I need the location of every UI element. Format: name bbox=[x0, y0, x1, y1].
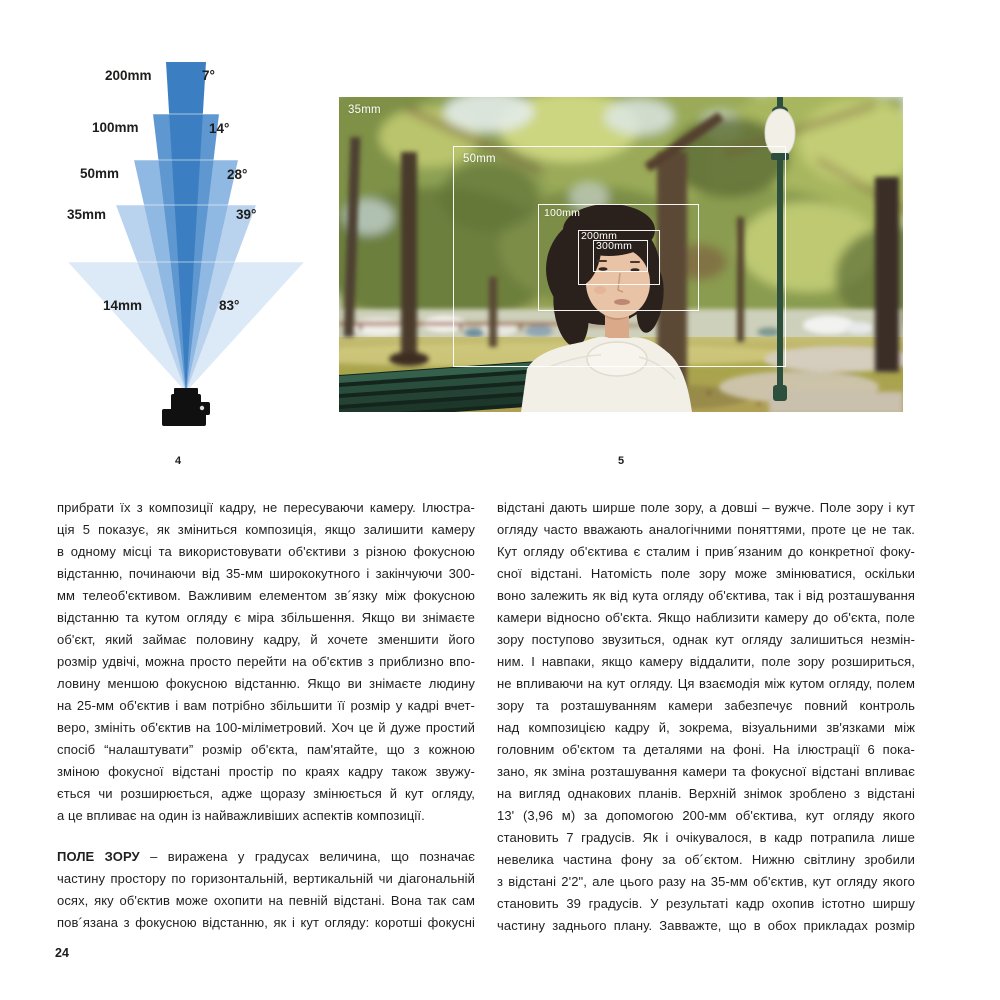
text-line: зору поступово звузиться, однак кут огляду залишиться незмін- bbox=[497, 632, 915, 647]
text-line: огляду часто вважають аналогічними поняттями, проте це не так. bbox=[497, 522, 915, 537]
pole-zoru-rest bbox=[57, 868, 475, 934]
text-line: зору та розташуванням камери забезпечує повний контроль bbox=[497, 698, 915, 713]
angle-label-7deg: 7° bbox=[202, 68, 215, 83]
text-line: головним об'єктом та деталями на фоні. На ілюстрації 6 пока- bbox=[497, 742, 915, 757]
text-line: становить 7 градусів. Як і очікувалося, в кадр потрапила лише bbox=[497, 830, 915, 845]
text-line: відстані дають ширше поле зору, а довші – вужче. Поле зору і кут bbox=[497, 500, 915, 515]
text-line: частину простору по горизонтальній, вертикальній чи діагональній bbox=[57, 871, 475, 886]
text-line: пов´язана з фокусною відстанню, як і кут огляду: коротші фокусні bbox=[57, 915, 475, 930]
frame-label-50mm: 50mm bbox=[463, 153, 496, 165]
text-line: над композицією кадру й, зокрема, візуальними зв'язками між bbox=[497, 720, 915, 735]
focal-label-35mm: 35mm bbox=[67, 207, 107, 222]
angle-label-28deg: 28° bbox=[227, 167, 248, 182]
view-cones bbox=[68, 62, 304, 392]
text-line: зміною фокусної відстані простір по краях кадру також звужу- bbox=[57, 764, 475, 779]
left-text-column bbox=[57, 497, 475, 934]
text-line: ловину меншою фокусною відстанню. Якщо ви знімаєте людину bbox=[57, 676, 475, 691]
angle-label-39deg: 39° bbox=[236, 207, 257, 222]
focal-label-100mm: 100mm bbox=[92, 120, 139, 135]
figure4-caption: 4 bbox=[175, 455, 182, 467]
pole-zoru-definition-start: – виражена у градусах величина, що позначає bbox=[150, 849, 475, 864]
text-line: на вигляд однакових планів. Верхній знімок зроблено з відстані bbox=[497, 786, 915, 801]
page-number: 24 bbox=[55, 946, 69, 960]
text-line: воно залежить як від кута огляду об'єктива, так і від розташування bbox=[497, 588, 915, 603]
focal-label-50mm: 50mm bbox=[80, 166, 120, 181]
figure5-caption: 5 bbox=[618, 455, 625, 467]
text-line: 13' (3,96 м) за допомогою 200-мм об'єктива, кут огляду якого bbox=[497, 808, 915, 823]
pole-zoru-term: ПОЛЕ ЗОРУ bbox=[57, 849, 140, 864]
text-line: відстанню, починаючи від 35-мм ширококутного і закінчуючи 300- bbox=[57, 566, 475, 581]
text-line: в одному місці та використовувати об'єктиви з різною фокусною bbox=[57, 544, 475, 559]
text-line: камери відносно об'єкта. Якщо наблизити камеру до об'єкта, поле bbox=[497, 610, 915, 625]
text-line: веро, змініть об'єктив на 100-міліметровий. Хоч це й дуже простий bbox=[57, 720, 475, 735]
frame-label-200mm: 200mm bbox=[581, 230, 618, 242]
text-line: відстанню та кутом огляду є міра збільшення. Якщо ви знімаєте bbox=[57, 610, 475, 625]
focal-label-14mm: 14mm bbox=[103, 298, 143, 313]
frame-label-300mm: 300mm bbox=[596, 240, 633, 252]
text-line: спосіб “налаштувати” розмір об'єкта, пам'ятайте, що з кожною bbox=[57, 742, 475, 757]
text-line: зано, як зміна розташування камери та фокусної відстані впливає bbox=[497, 764, 915, 779]
paragraph-1 bbox=[57, 497, 475, 827]
text-line: не впливаючи на кут огляду. Ця взаємодія між кутом огляду, полем bbox=[497, 676, 915, 691]
angle-label-14deg: 14° bbox=[209, 121, 230, 136]
text-line: невелика частина фону за об´єктом. Нижню світлину зробили bbox=[497, 852, 915, 867]
text-line: осях, яку об'єктив може охопити на певній відстані. Вона так сам bbox=[57, 893, 475, 908]
text-line: Кут огляду об'єктива є сталим і прив´язаним до конкретної фоку- bbox=[497, 544, 915, 559]
text-line: ція 5 показує, як зміниться композиція, якщо залишити камеру bbox=[57, 522, 475, 537]
right-text-column bbox=[497, 497, 915, 937]
camera-icon bbox=[162, 388, 210, 426]
paragraph-pole-zoru bbox=[57, 846, 475, 934]
text-line: ється чи розширюється, адже щоразу змінюється й кут огляду, bbox=[57, 786, 475, 801]
focal-label-200mm: 200mm bbox=[105, 68, 152, 83]
park-photo bbox=[339, 97, 903, 412]
text-line: становить 39 градусів. У результаті кадр охопив істотно ширшу bbox=[497, 896, 915, 911]
text-line: а це впливає на один із найважливіших аспектів композиції. bbox=[57, 808, 425, 823]
frame-label-100mm: 100mm bbox=[544, 207, 581, 219]
text-line: на 25-мм об'єктив і вам потрібно збільшити її розмір у кадрі вчет- bbox=[57, 698, 475, 713]
text-line: мм телеоб'єктивом. Важливим елементом зв´язку між фокусною bbox=[57, 588, 475, 603]
text-line: частину заднього плану. Завважте, що в обох прикладах розмір bbox=[497, 918, 915, 933]
pole-zoru-first-line bbox=[57, 846, 475, 868]
text-line: прибрати їх з композиції кадру, не пересуваючи камеру. Ілюстра- bbox=[57, 500, 475, 515]
text-line: з відстані 2'2", але цього разу на 35-мм об'єктив, кут огляду якого bbox=[497, 874, 915, 889]
paragraph-right bbox=[497, 497, 915, 937]
text-line: ним. І навпаки, якщо камеру віддалити, поле зору розшириться, bbox=[497, 654, 915, 669]
angle-of-view-diagram bbox=[20, 48, 360, 438]
text-line: сної відстані. Натомість поле зору може змінюватися, оскільки bbox=[497, 566, 915, 581]
frame-label-35mm: 35mm bbox=[348, 104, 381, 116]
text-line: розмір удвічі, можна просто перейти на об'єктив з приблизно впо- bbox=[57, 654, 475, 669]
text-line: об'єкт, який займає половину кадру, й хочете зменшити його bbox=[57, 632, 475, 647]
angle-label-83deg: 83° bbox=[219, 298, 240, 313]
